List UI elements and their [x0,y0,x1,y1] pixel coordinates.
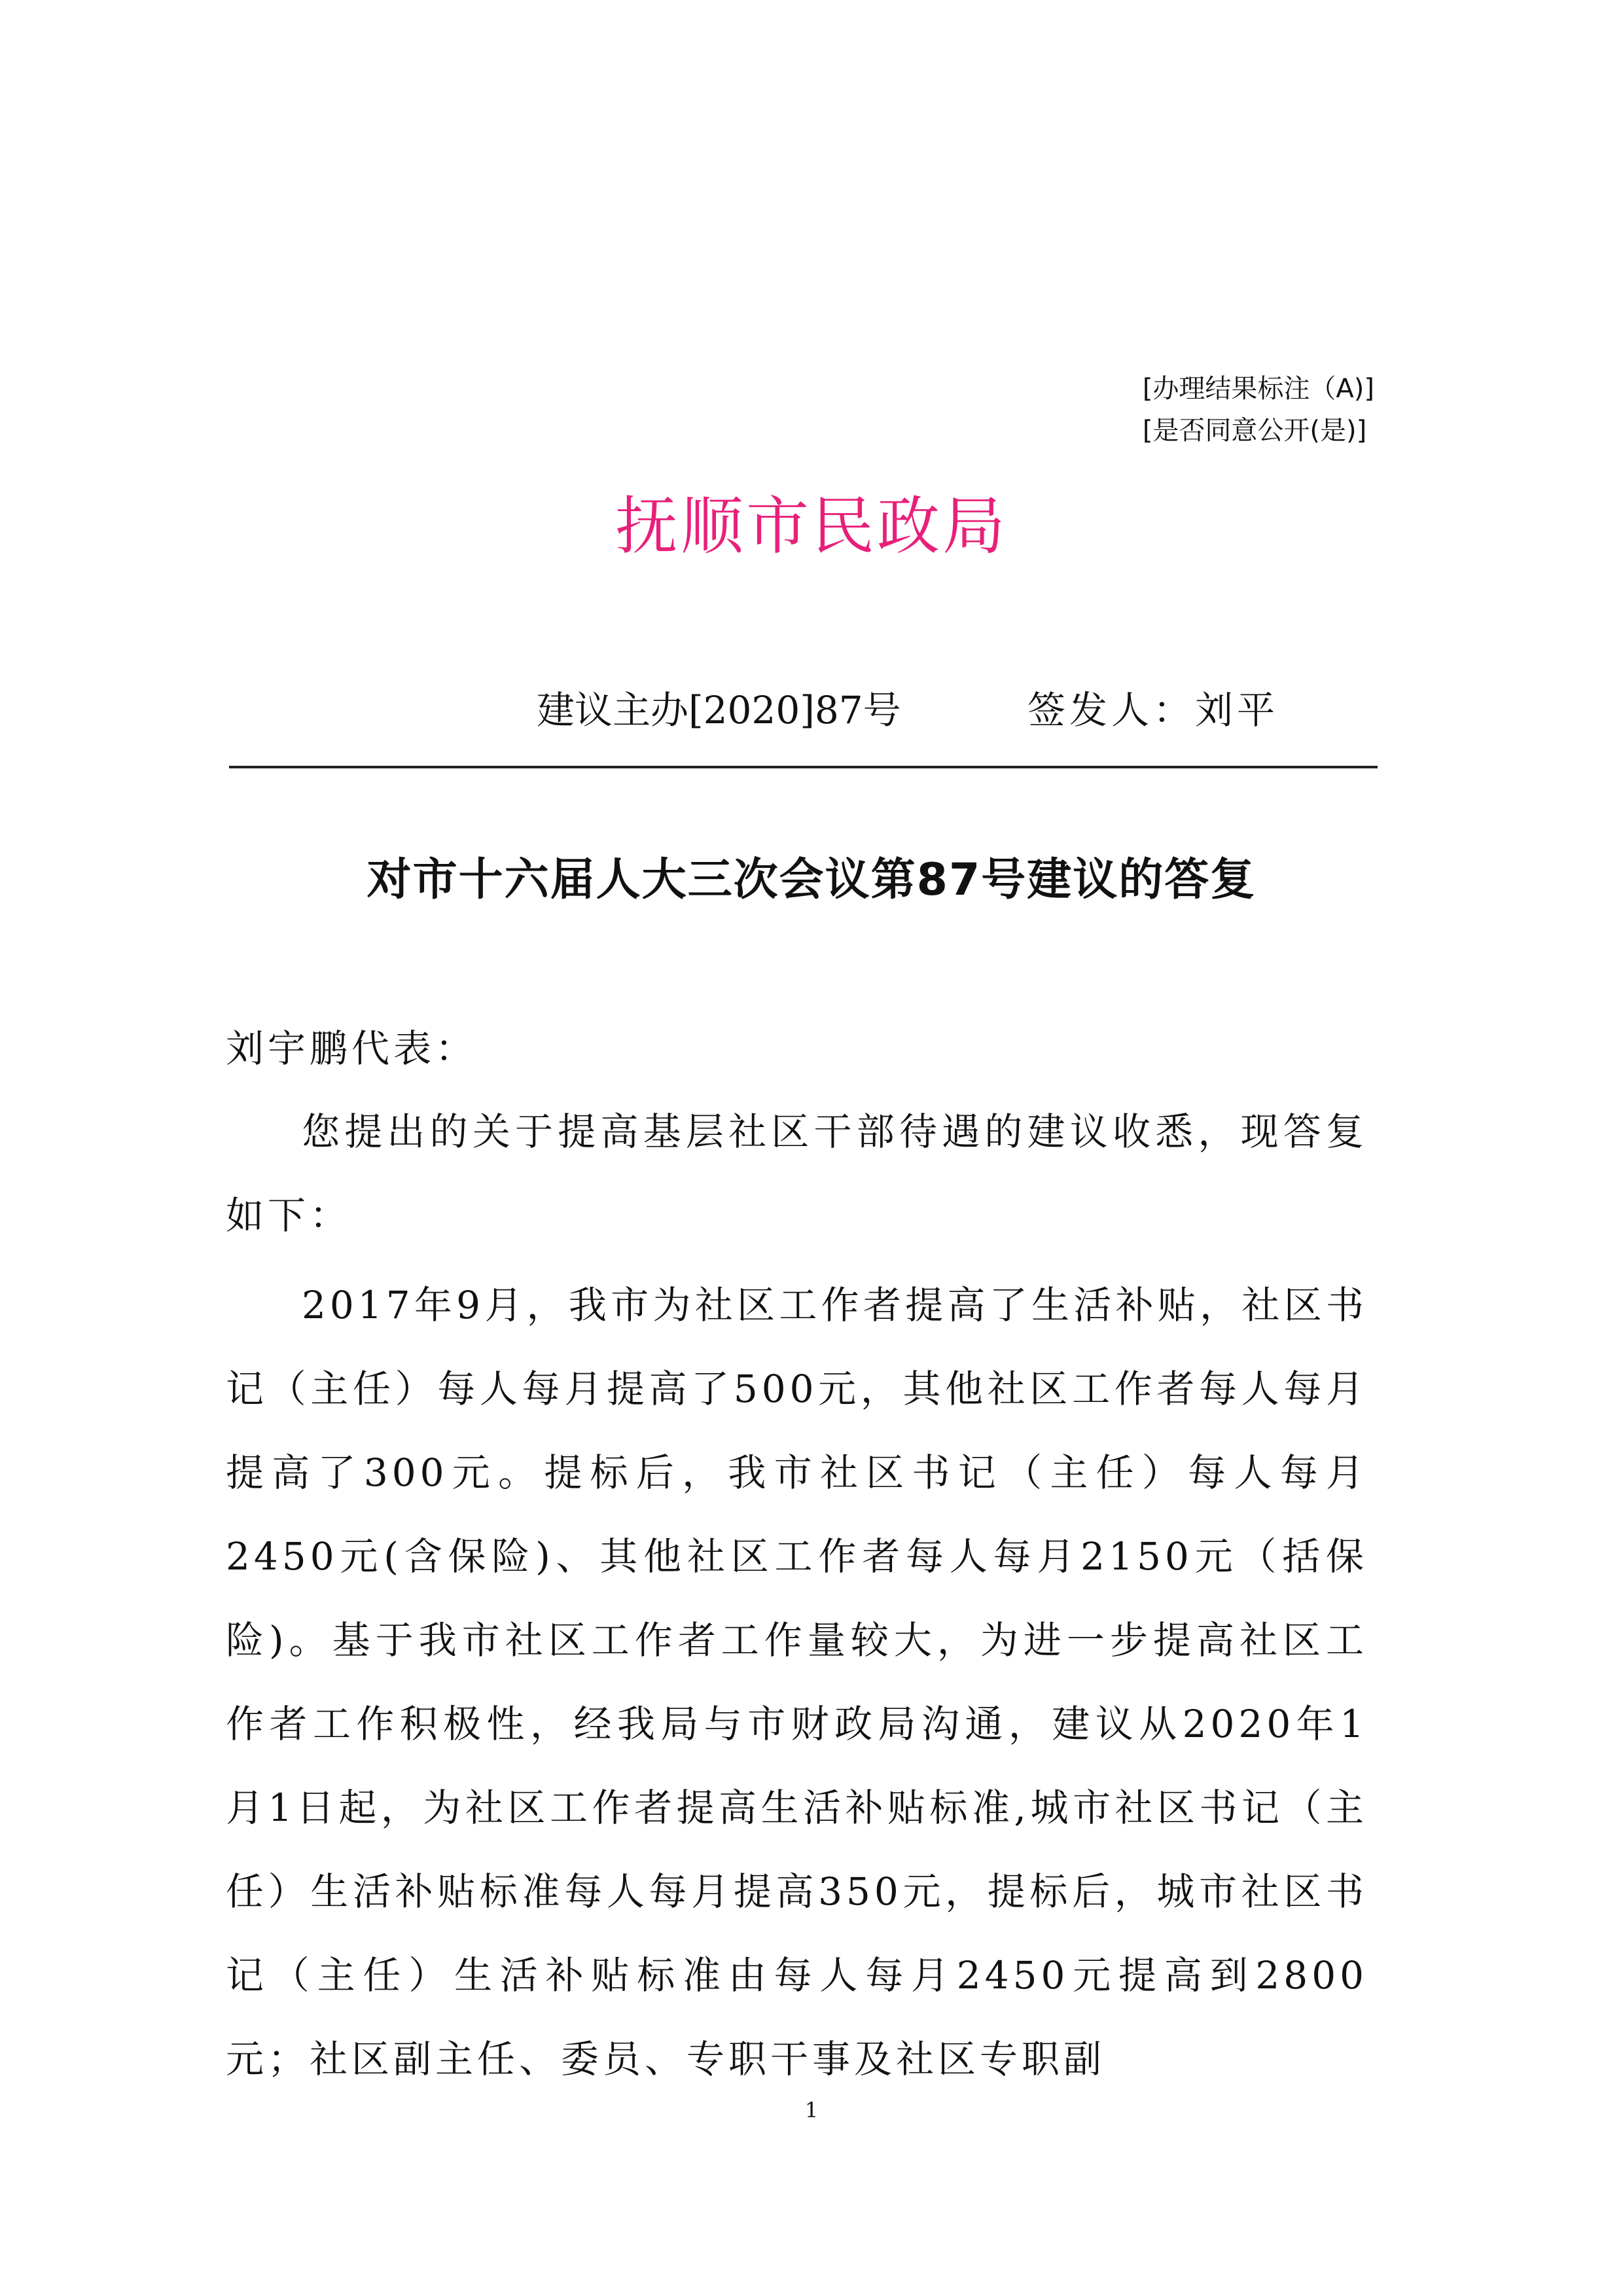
result-mark: [办理结果标注（A)] [1142,374,1374,404]
document-number: 建议主办[2020]87号 [537,688,901,732]
document-title: 对市十六届人大三次会议第87号建议的答复 [366,854,1257,906]
agency-name: 抚顺市民政局 [615,490,1008,563]
processing-marks [1143,368,1374,452]
body-paragraph: 2017年9月，我市为社区工作者提高了生活补贴，社区书记（主任）每人每月提高了500元，其他社区工作者每人每月提高了300元。提标后，我市社区书记（主任）每人每月2450元(含保险)、其他社区工作者每人每月2150元（括保险)。基于我市社区工作者工作量较大，为进一步提高社区工作者工作积极性，经我局与市财政局沟通，建议从2020年1月1日起，为社区工作者提高生活补贴标准,城市社区书记（主任）生活补贴标准每人每月提高350元，提标后，城市社区书记（主任）生活补贴标准由每人每月2450元提高到2800元；社区副主任、委员、专职干事及社区专职副 [226,1283,1368,2081]
signer: 签发人：刘平 [1027,688,1279,732]
page-number: 1 [804,2098,819,2123]
header-divider [229,766,1378,768]
salutation: 刘宇鹏代表： [226,1026,478,1071]
public-consent-mark: [是否同意公开(是)] [1142,416,1367,446]
body-paragraph: 您提出的关于提高基层社区干部待遇的建议收悉，现答复如下： [226,1109,1368,1238]
